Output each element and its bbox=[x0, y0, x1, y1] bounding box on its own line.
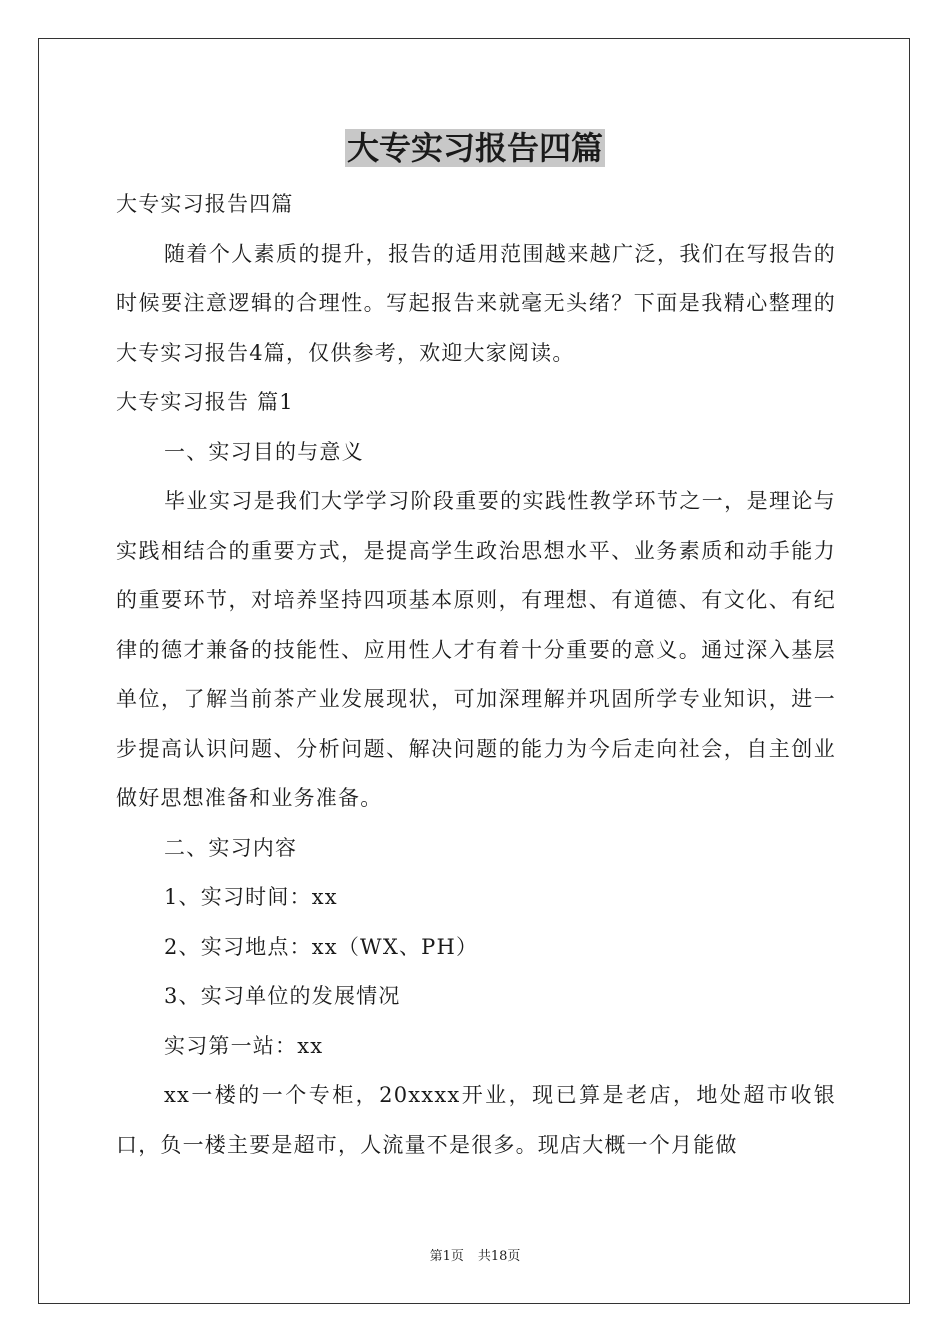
list-item: 1、实习时间：xx bbox=[164, 885, 338, 909]
document-title-text: 大专实习报告四篇 bbox=[346, 129, 603, 167]
section-heading: 大专实习报告 篇1 bbox=[116, 390, 294, 414]
list-item: 2、实习地点：xx（WX、PH） bbox=[164, 934, 479, 959]
page-footer bbox=[0, 1248, 950, 1266]
page-number: 第1页 bbox=[429, 1249, 464, 1264]
paragraph: xx一楼的一个专柜，20xxxx开业，现已算是老店，地处超市收银口，负一楼主要是超市，人流量不是很多。现店大概一个月能做 bbox=[116, 1083, 836, 1157]
paragraph: 毕业实习是我们大学学习阶段重要的实践性教学环节之一，是理论与实践相结合的重要方式，是提高学生政治思想水平、业务素质和动手能力的重要环节，对培养坚持四项基本原则，有理想、有道德、有文化、有纪律的德才兼备的技能性、应用性人才有着十分重要的意义。通过深入基层单位，了解当前茶产业发展现状，可加深理解并巩固所学专业知识，进一步提高认识问题、分析问题、解决问题的能力为今后走向社会，自主创业做好思想准备和业务准备。 bbox=[116, 489, 836, 810]
list-item: 3、实习单位的发展情况 bbox=[164, 984, 401, 1008]
document-title bbox=[0, 126, 950, 170]
subsection-heading: 一、实习目的与意义 bbox=[164, 439, 364, 464]
paragraph: 大专实习报告四篇 bbox=[116, 192, 294, 216]
subsection-heading: 二、实习内容 bbox=[164, 835, 298, 860]
paragraph: 实习第一站：xx bbox=[164, 1033, 324, 1058]
paragraph: 随着个人素质的提升，报告的适用范围越来越广泛，我们在写报告的时候要注意逻辑的合理性。写起报告来就毫无头绪？下面是我精心整理的大专实习报告4篇，仅供参考，欢迎大家阅读。 bbox=[116, 241, 836, 365]
page-total: 共18页 bbox=[477, 1249, 521, 1264]
document-body bbox=[116, 180, 836, 1170]
